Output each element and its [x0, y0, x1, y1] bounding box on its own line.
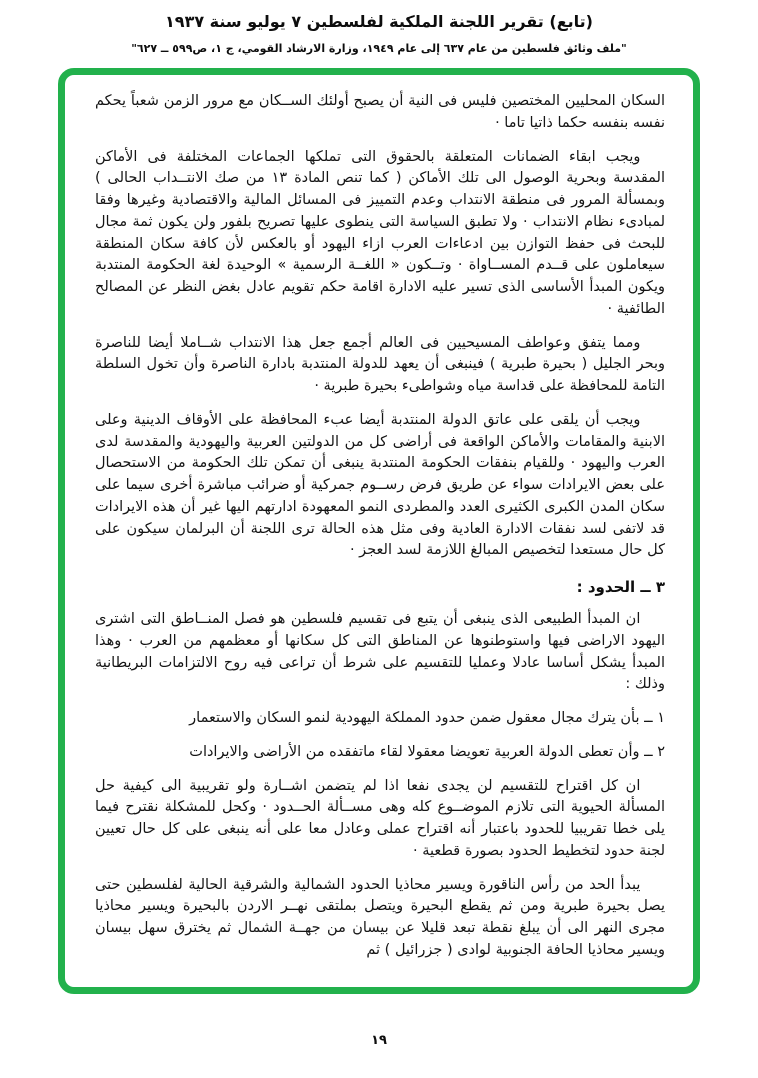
paragraph-nazareth: ومما يتفق وعواطف المسيحيين فى العالم أجمع جعل هذا الانتداب شــاملا أيضا للناصرة وبحر الجليل ( بحيرة طبرية ) فينبغى أن يعهد للدولة المنتدبة بادارة الناصرة وأن تخول السلطة التامة للمحافظة على قداسة مياه وشواطىء بحيرة طبرية ·	[95, 334, 665, 394]
section-heading-borders: ٣ ــ الحدود :	[576, 578, 665, 596]
document-header	[0, 0, 758, 55]
content-border-box	[58, 68, 700, 994]
paragraph-waqf-revenues: ويجب أن يلقى على عاتق الدولة المنتدبة أيضا عبء المحافظة على الأوقاف الدينية وعلى الابنية والمقامات والأماكن الواقعة فى أراضى كل من الدولتين العربية واليهودية والمقدسة لدى العرب واليهود · وللقيام بنفقات الحكومة المنتدبة ينبغى أن تمكن تلك الحكومة من الاستحصال على بعض الايرادات سواء عن طريق فرض رســوم جمركية أو ضرائب مباشرة أخرى سيما على سكان المدن الكبرى الكثيرى العدد والمطردى النمو المعهودة ادارتهم اليها غير أن هذه الايرادات قد لاتفى لسد نفقات الادارة العادية وفى مثل هذه الحالة ترى اللجنة أن البرلمان سيكون على كل حال مستعدا لتخصيص المبالغ اللازمة لسد العجز ·	[95, 411, 665, 559]
document-title: (تابع) تقرير اللجنة الملكية لفلسطين ٧ يوليو سنة ١٩٣٧	[165, 12, 593, 31]
paragraph-continuation: السكان المحليين المختصين فليس فى النية أن يصبح أولئك الســكان مع مرور الزمن شعباً يحكم نفسه بنفسه حكما ذاتيا تاما ·	[95, 93, 665, 131]
list-item-2: ٢ ــ وأن تعطى الدولة العربية تعويضا معقولا لقاء ماتفقده من الأراضى والايرادات	[189, 743, 665, 760]
paragraph-border-question: ان كل اقتراح للتقسيم لن يجدى نفعا اذا لم يتضمن اشــارة ولو تقريبية الى كيفية حل المسألة الحيوية التى تلازم الموضــوع كله وهى مســألة الحــدود · وكحل للمشكلة نقترح فيما يلى خطا تقريبيا للحدود باعتبار أنه اقتراح عملى وعادل معا على أنه ينبغى على كل حال تعيين لجنة حدود لتخطيط الحدود بصورة قطعية ·	[95, 777, 665, 859]
page-number: ١٩	[371, 1033, 387, 1048]
paragraph-partition-principle: ان المبدأ الطبيعى الذى ينبغى أن يتبع فى تقسيم فلسطين هو فصل المنــاطق التى اشترى اليهود الاراضى فيها واستوطنوها عن المناطق التى كل سكانها أو معظمهم من العرب · وهذا المبدأ يشكل أساسا عادلا وعمليا للتقسيم على شرط أن تراعى فيه روح الالتزامات البريطانية وذلك :	[95, 611, 665, 693]
source-citation: "ملف وثائق فلسطين من عام ٦٣٧ إلى عام ١٩٤٩، وزارة الارشاد القومي، ج ١، ص٥٩٩ ــ ٦٢٧"	[131, 42, 627, 55]
list-item-1: ١ ــ بأن يترك مجال معقول ضمن حدود المملكة اليهودية لنمو السكان والاستعمار	[189, 710, 665, 726]
paragraph-border-route: يبدأ الحد من رأس الناقورة ويسير محاذيا الحدود الشمالية والشرقية الحالية لفلسطين حتى يصل بحيرة طبرية ومن ثم يقطع البحيرة ويتصل بملتقى نهــر الاردن بالبحيرة ويسير محاذيا مجرى النهر الى أن يبلغ نقطة تبعد قليلا عن بيسان من جهــة الشمال ثم يخترق سهل بيسان ويسير محاذيا الحافة الجنوبية لوادى ( جزرائيل ) ثم	[95, 876, 665, 958]
paragraph-guarantees: ويجب ابقاء الضمانات المتعلقة بالحقوق التى تملكها الجماعات المختلفة فى الأماكن المقدسة وبحرية الوصول الى تلك الأماكن ( كما تنص المادة ١٣ من صك الانتــداب الحالى ) وبمسألة المرور فى منطقة الانتداب وعدم التمييز فى المسائل المالية والاقتصادية وغيرها وفقا لمبادىء نظام الانتداب · ولا تطبق السياسة التى ينطوى عليها تصريح بلفور ولن يكون ثمة مجال للبحث فى حفظ التوازن بين ادعاءات العرب ازاء اليهود أو بالعكس لأن كافة سكان المنطقة سيعاملون على قــدم المســاواة · وتــكون « اللغــة الرسمية » الوحيدة لغة الحكومة المنتدبة ويكون المبدأ الأساسى الذى تسير عليه الادارة اقامة حكم تقويم عادل بغض النظر عن المصالح الطائفية ·	[95, 148, 665, 317]
